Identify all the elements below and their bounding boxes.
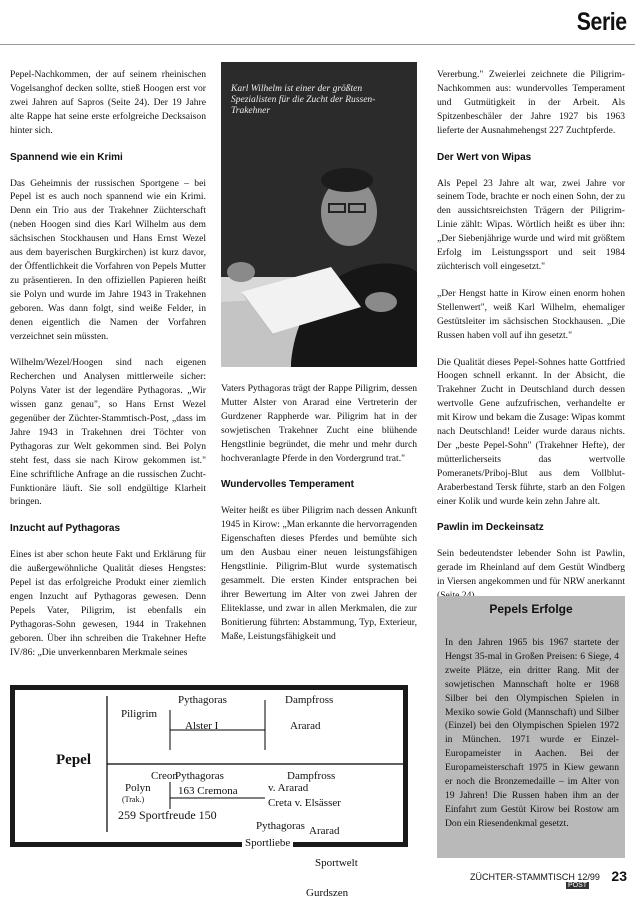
column-1 <box>10 68 206 673</box>
page-number: 23 <box>611 868 627 884</box>
info-box-text: In den Jahren 1965 bis 1967 startete der Hengst 35-mal in Großen Preisen: 6 Siege, 4 zweite Plätze, ein dritter Rang. Mit der sowjetischen Mannschaft holte er 1968 Silber bei den Olympischen Spielen in Mexiko sowie Gold (Mannschaft) und Silber (Einzel) bei den Olympischen Spielen 1972 in München. 1971 wurde er Einzel-Europameister in Aachen. Bei der Europameisterschaft 1975 in Kiew gewann er noch die Bronzemedaille – im Alter von 19 Jahren! Die Russen haben ihm an der Einfahrt zum Gestüt Kirow bei Rostow am Don ein Riesendenkmal gesetzt. <box>445 637 619 829</box>
footer-magazine: ZÜCHTER-STAMMTISCH 12/99 <box>470 872 600 882</box>
info-box-title: Pepels Erfolge <box>489 602 573 616</box>
column-3 <box>437 68 625 616</box>
paragraph: Wilhelm/Wezel/Hoogen sind nach eigenen Recherchen und Analysen mittlerweile sicher: Polyns Vater ist der legendäre Pythagoras. „Wir wissen ganz genau", so Hans Ernst Wezel gegenüber der Züchter-Stammtisch-Post, „dass im Jahre 1943 in Trakehnen drei Töchter von Pythagoras zur Welt gekommen sind. Bei Polyn steht fest, dass sie nach Kirow gekommen ist." Eine schriftliche Anfrage an die russischen Zucht-Funktionäre läuft. Sie soll endgültige Klarheit bringen. <box>10 357 206 508</box>
paragraph: „Der Hengst hatte in Kirow einen enorm hohen Stellenwert", weiß Karl Wilhelm, ehemaliger Gestütsleiter im sächsischen Stockhausen. „Die Russen haben voll auf ihn gesetzt." <box>437 287 625 341</box>
pedigree-ararad: Ararad <box>290 720 321 732</box>
footer-badge: POST <box>568 882 588 889</box>
pedigree-trak: (Trak.) <box>122 795 145 804</box>
paragraph: Weiter heißt es über Piligrim nach dessen Ankunft 1945 in Kirow: „Man erkannte die hervorragenden Eigenschaften dieses Pferdes und bemühte sich um den Ausbau einer neuen leistungsfähigen Hengstlinie. Piligrim-Blut wurde systematisch gesammelt. Die ersten Kinder entsprachen bei ihrer Bewertung im Alter von zwei Jahren der Eliteklasse, und zwar in allen Merkmalen, die zur Bonitierung führten: Abstammung, Typ, Exterieur, Maße, Leistungsfähigkeit und <box>221 505 417 642</box>
pedigree-cremona: 163 Cremona <box>175 785 241 797</box>
column-2 <box>221 382 417 657</box>
subheading: Pawlin im Deckeinsatz <box>437 522 544 534</box>
paragraph: Die Qualität dieses Pepel-Sohnes hatte Gottfried Hoogen schnell erkannt. In der Absicht, die Trakehner Zucht in Deutschland durch dessen wertvolle Gene aufzufrischen, verhandelte er mit Kirow und bekam die Zusage: Wipas kommt nach Deutschland! Leider wurde daraus nichts. Der „beste Pepel-Sohn" (Trakehner Hefte), der mütterlicherseits das wertvolle Pomeranets/Priboj-Blut aus dem Vollblut-Araberbestand Tersk führte, starb an den Folgen einer Kolik und wurde kein zehn Jahre alt. <box>437 356 625 507</box>
paragraph: Vererbung." Zweierlei zeichnete die Piligrim-Nachkommen aus: wundervolles Temperament und Gutmütigkeit in der Arbeit. Als Spitzenbeschäler der Jahre 1927 bis 1963 lieferte der Ausnahmehengst 227 Zuchtpferde. <box>437 69 625 136</box>
pedigree-sportwelt: Sportwelt <box>312 857 361 869</box>
paragraph: Das Geheimnis der russischen Sportgene – bei Pepel ist es auch noch spannend wie ein Krimi. Denn ein Trio aus der Trakehner Züchterschaft (neben Hoogen sind dies Karl Wilhelm aus dem sächsischen Stockhausen und Hans Ernst Wezel aus dem bayerischen Burgkirchen) ist kurz davor, der Öffentlichkeit die Vorfahren von Pepels Mutter zu präsentieren. In den offiziellen Papieren heißt sie Polyn und wurde im Jahre 1943 in Trakehnen geboren. Was dann folgt, sind weiße Felder, in denen eigentlich die Namen der Vorfahren verzeichnet sein müssten. <box>10 177 206 342</box>
pedigree-dampfross: Dampfross <box>285 694 334 706</box>
pedigree-ararad-v: v. Ararad <box>265 782 311 794</box>
info-box <box>437 596 625 858</box>
subheading: Inzucht auf Pythagoras <box>10 523 121 535</box>
photo-caption: Karl Wilhelm ist einer der größten Spezialisten für die Zucht der Russen-Trakehner <box>231 84 376 116</box>
pedigree-panel <box>15 690 403 842</box>
header-rule <box>0 44 635 45</box>
portrait-photo <box>221 62 417 367</box>
paragraph: Eines ist aber schon heute Fakt und Erklärung für die außergewöhnliche Qualität dieses Hengstes: Pepel ist das erfolgreiche Produkt einer ziemlich engen Inzucht auf Pythagoras gewesen. Denn Pepels Vater, Piligrim, ist ebenfalls ein Pythagoras-Sohn gewesen, 1944 in Trakehnen geboren. Über ihn schreiben die Trakehner Hefte IV/86: „Die unverkennbaren Merkmale seines <box>10 549 206 658</box>
paragraph: Als Pepel 23 Jahre alt war, zwei Jahre vor seinem Tode, brachte er noch einen Sohn, der zu den aussichtsreichsten Trägern der Piligrim-Linie zählt: Wipas. Wörtlich heißt es über ihn: „Der Siebenjährige wurde und wird mit größtem Erfolg im Leistungssport und seit 1984 züchterisch voll eingesetzt." <box>437 177 625 272</box>
pedigree-creta: Creta v. Elsässer <box>265 797 344 809</box>
pedigree-pythagoras-2: Pythagoras <box>175 770 224 782</box>
subheading: Spannend wie ein Krimi <box>10 151 123 163</box>
paragraph: Sein bedeutendster lebender Sohn ist Pawlin, gerade im Rheinland auf dem Gestüt Windberg in Viersen angekommen und für NRW anerkannt <box>437 548 625 588</box>
paragraph: Pepel-Nachkommen, der auf seinem rheinischen Vogelsanghof decken sollte, stieß Hoogen erst vor zwei Jahren auf Sapros (Seite 24). Der 19 Jahre alte Rappe hat seine erste erfolgreiche Decksaison hinter sich. <box>10 69 206 136</box>
pedigree-sportfreude: 259 Sportfreude 150 <box>115 809 220 821</box>
pedigree-creon: Creon <box>148 770 181 782</box>
subheading: Der Wert von Wipas <box>437 151 532 163</box>
subheading: Wundervolles Temperament <box>221 479 354 491</box>
pedigree-dampfross-2: Dampfross <box>287 770 336 782</box>
pedigree-piligrim: Piligrim <box>121 708 158 720</box>
pedigree-alster: Alster I <box>185 720 219 732</box>
pedigree-pythagoras-3: Pythagoras <box>253 820 308 832</box>
pedigree-pythagoras: Pythagoras <box>178 694 227 706</box>
pedigree-sportliebe: Sportliebe <box>242 837 293 849</box>
pedigree-gurdszen: Gurdszen <box>306 887 349 899</box>
pedigree-polyn: Polyn <box>125 782 151 794</box>
paragraph: Vaters Pythagoras trägt der Rappe Piligrim, dessen Mutter Alster von Ararad eine Vertreterin der Gurdzener Rappherde war. Piligrim hat in der sowjetischen Trakehner Zucht eine blühende Hengstlinie begründet, die mehr und mehr durch hochveranlagte Pferde in den Vordergrund trat." <box>221 383 417 464</box>
pedigree-chart <box>10 685 408 847</box>
section-title: Serie <box>577 8 627 36</box>
pedigree-ararad-2: Ararad <box>306 825 343 837</box>
pedigree-pepel: Pepel <box>56 752 91 768</box>
